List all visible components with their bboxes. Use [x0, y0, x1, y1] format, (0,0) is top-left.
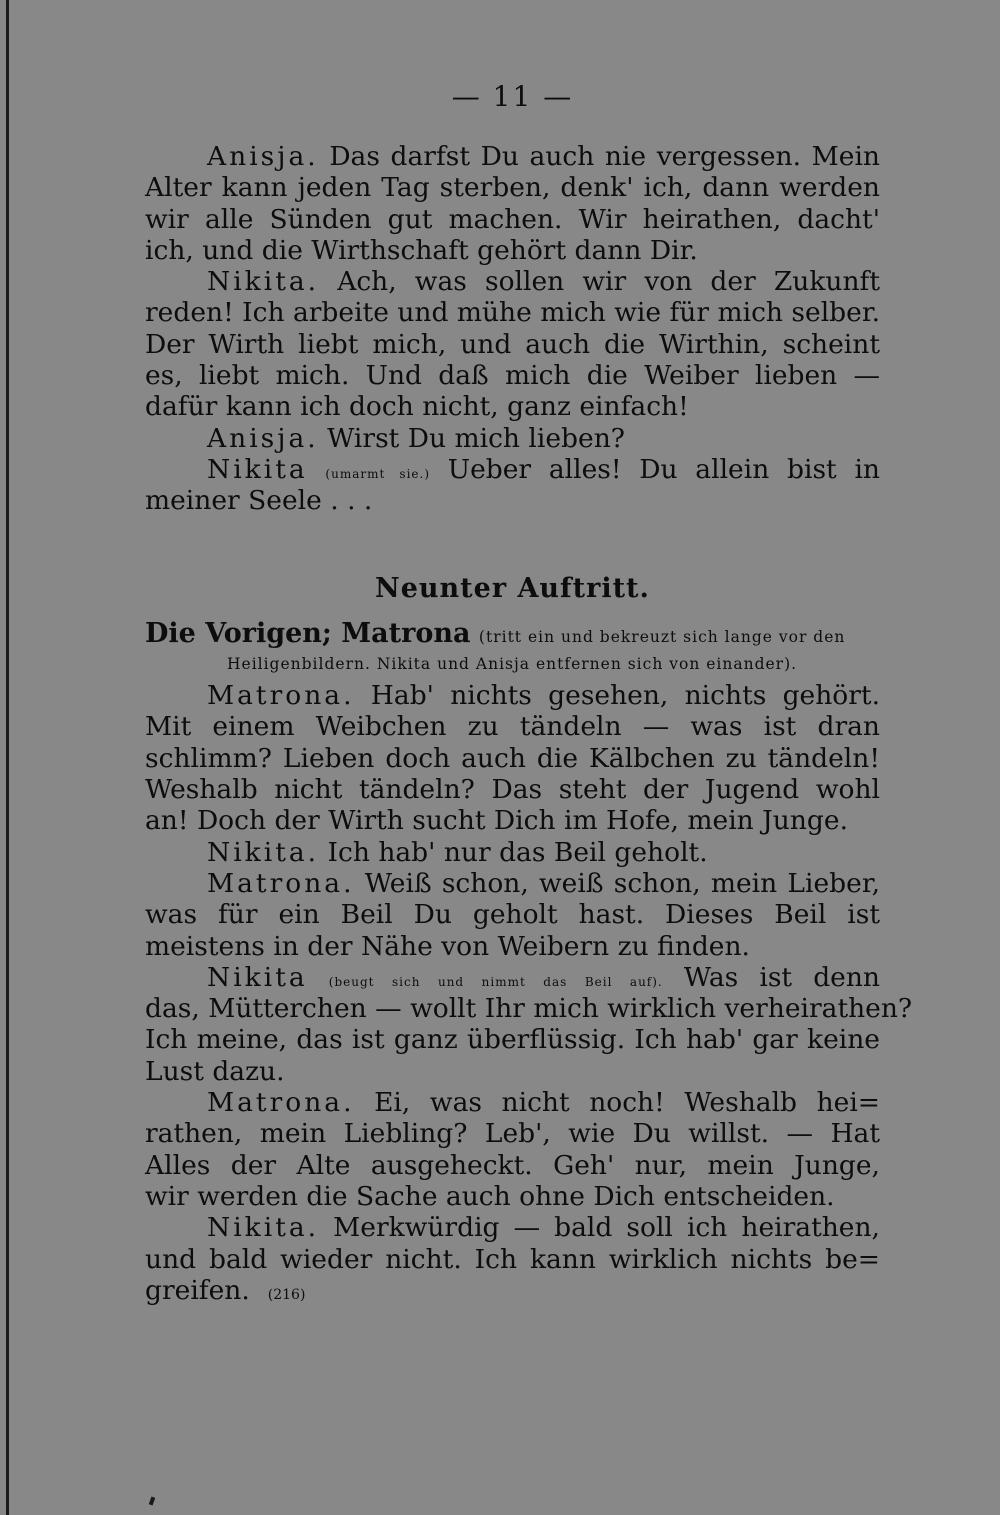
speech-line: Weiß schon, weiß schon, mein Lieber, — [364, 867, 880, 899]
speech-line: Wirst Du mich lieben? — [327, 422, 625, 454]
speech-line: wir werden die Sache auch ohne Dich entscheiden. — [145, 1180, 835, 1212]
speaker-name: Matrona. — [207, 867, 355, 899]
speech-nikita-5 — [145, 1212, 880, 1306]
speech-line: Alter kann jeden Tag sterben, denk' ich, dann werden — [145, 172, 880, 204]
speaker-name: Nikita. — [207, 1212, 320, 1244]
speech-line: das, Mütterchen — wollt Ihr mich wirklich verheirathen? — [145, 993, 913, 1025]
speech-line: an! Doch der Wirth sucht Dich im Hofe, mein Junge. — [145, 805, 849, 837]
cast-names: Die Vorigen; Matrona — [145, 617, 471, 649]
speech-line: und bald wieder nicht. Ich kann wirklich nichts be= — [145, 1243, 880, 1275]
speech-line: Ich meine, das ist ganz überflüssig. Ich hab' gar keine — [145, 1024, 880, 1056]
speaker-name: Nikita. — [207, 836, 320, 868]
speaker-name: Anisja. — [207, 141, 319, 172]
speech-line: was für ein Beil Du geholt hast. Dieses Beil ist — [145, 899, 880, 931]
speech-line: Ich hab' nur das Beil geholt. — [327, 836, 708, 868]
speech-line: schlimm? Lieben doch auch die Kälbchen zu tändeln! — [145, 742, 880, 774]
speaker-name: Matrona. — [207, 680, 355, 712]
speech-matrona-1 — [145, 680, 880, 836]
speech-line: Was ist denn — [683, 961, 880, 993]
speech-line: wir alle Sünden gut machen. Wir heirathen, dacht' — [145, 203, 880, 235]
speaker-name: Anisja. — [207, 422, 319, 454]
speech-line: rathen, mein Liebling? Leb', wie Du willst. — Hat — [145, 1118, 880, 1150]
speaker-name: Nikita — [207, 961, 308, 993]
speech-line: greifen. — [145, 1274, 250, 1306]
speech-line: Weshalb nicht tändeln? Das steht der Jugend wohl — [145, 774, 880, 806]
speech-nikita-4 — [145, 961, 913, 1087]
page-edge — [6, 0, 9, 1515]
page-number: — 11 — — [451, 80, 574, 113]
scene-heading: Neunter Auftritt. — [375, 572, 650, 604]
speech-line: ich, und die Wirthschaft gehört dann Dir. — [145, 234, 698, 266]
speech-line: dafür kann ich doch nicht, ganz einfach! — [145, 391, 689, 423]
speech-anisja-2 — [145, 423, 880, 454]
cast-block — [145, 618, 880, 681]
speaker-name: Matrona. — [207, 1087, 355, 1119]
book-page — [145, 80, 913, 1306]
speech-line: Lust dazu. — [145, 1055, 285, 1087]
speech-line: meistens in der Nähe von Weibern zu finden. — [145, 930, 750, 962]
speech-line: Ueber alles! Du allein bist in — [447, 453, 880, 485]
speech-line: reden! Ich arbeite und mühe mich wie für mich selber. — [145, 297, 880, 329]
speech-anisja-1 — [145, 141, 880, 266]
speech-line: Merkwürdig — bald soll ich heirathen, — [333, 1212, 880, 1244]
speech-nikita-2 — [145, 454, 880, 517]
speech-line: Mit einem Weibchen zu tändeln — was ist dran — [145, 711, 880, 743]
speech-nikita-1 — [145, 266, 880, 422]
speech-nikita-3 — [145, 837, 880, 868]
speech-line: Das darfst Du auch nie vergessen. Mein — [329, 141, 880, 172]
stage-direction: (umarmt sie.) — [325, 466, 431, 481]
speech-line: Ach, was sollen wir von der Zukunft — [337, 266, 880, 298]
speech-line: Der Wirth liebt mich, und auch die Wirthin, scheint — [145, 328, 880, 360]
speaker-name: Nikita. — [207, 266, 320, 298]
speech-line: meiner Seele . . . — [145, 485, 373, 517]
speech-line: es, liebt mich. Und daß mich die Weiber lieben — — [145, 360, 880, 392]
ink-speck — [149, 1497, 155, 1506]
speech-matrona-2 — [145, 868, 880, 962]
speech-matrona-3 — [145, 1087, 880, 1212]
speech-line: Hab' nichts gesehen, nichts gehört. — [370, 680, 880, 712]
printer-mark: (216) — [267, 1286, 306, 1303]
stage-direction: (tritt ein und bekreuzt sich lange vor den — [478, 627, 846, 646]
stage-direction: (beugt sich und nimmt das Beil auf). — [328, 974, 663, 989]
speaker-name: Nikita — [207, 453, 308, 485]
stage-direction: Heiligenbildern. Nikita und Anisja entfernen sich von einander). — [227, 654, 798, 673]
speech-line: Ei, was nicht noch! Weshalb hei= — [374, 1087, 880, 1119]
speech-line: Alles der Alte ausgeheckt. Geh' nur, mein Junge, — [145, 1149, 880, 1181]
